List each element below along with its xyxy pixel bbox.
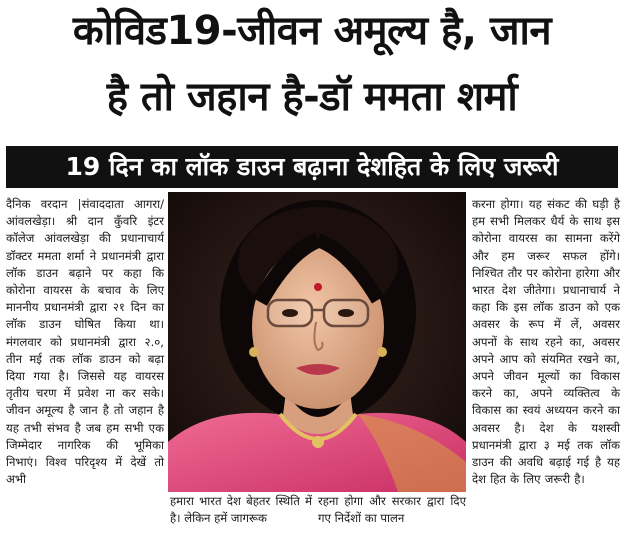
subheadline-bar: 19 दिन का लॉक डाउन बढ़ाना देशहित के लिए जरूरी bbox=[6, 146, 618, 188]
headline-line-1: कोविड19-जीवन अमूल्य है, जान bbox=[72, 8, 552, 54]
headline-line-2: है तो जहान है-डॉ ममता शर्मा bbox=[106, 74, 518, 120]
article-text-col1: दैनिक वरदान |संवाददाता आगरा/आंवलखेड़ा। श्री दान कुँवरि इंटर कॉलेज आंवलखेड़ा की प्रधानाचार्य डॉक्टर ममता शर्मा ने प्रधानमंत्री द्वारा लॉक डाउन बढ़ाने पर कहा कि कोरोना वायरस के बचाव के लिए माननीय प्रधानमंत्री द्वारा २१ दिन का लॉक डाउन घोषित किया था। मंगलवार को प्रधानमंत्री द्वारा २.०, तीन मई तक लॉक डाउन को बढ़ा दिया गया है। जिससे यह वायरस तृतीय चरण में प्रवेश ना कर सके। जीवन अमूल्य है जान है तो जहान है यह तभी संभव है जब हम सभी एक जिम्मेदार नागरिक की भूमिका निभाएं। विश्व परिदृश्य में देखें तो अभी bbox=[6, 197, 164, 487]
article-column-4 bbox=[472, 196, 620, 488]
article-text-col3: रहना होगा और सरकार द्वारा दिए गए निर्देशों का पालन bbox=[318, 494, 466, 526]
article-text-col4: करना होगा। यह संकट की घड़ी है हम सभी मिलकर धैर्य के साथ इस कोरोना वायरस का सामना करेंगे और हम जरूर सफल होंगे। निश्चित तौर पर कोरोना हारेगा और भारत देश जीतेगा। प्रधानाचार्य ने कहा कि इस लॉक डाउन को एक अवसर के रूप में लें, अवसर अपनों के साथ रहने का, अवसर अपने आप को संयमित रखने का, अपने जीवन मूल्यों का विकास करने का, अपने व्यक्तित्व के विकास का स्वयं अध्ययन करने का अवसर है। देश के यशस्वी प्रधानमंत्री द्वारा ३ मई तक लॉक डाउन की अवधि बढ़ाई गई है यह देश हित के लिए जरूरी है। bbox=[472, 197, 620, 487]
article-text-col2: हमारा भारत देश बेहतर स्थिति में है। लेकिन हमें जागरूक bbox=[170, 494, 312, 526]
article-column-3-bottom bbox=[318, 493, 466, 527]
portrait-photo bbox=[168, 192, 466, 492]
article-column-1 bbox=[6, 196, 164, 488]
article-column-2-bottom bbox=[170, 493, 312, 527]
